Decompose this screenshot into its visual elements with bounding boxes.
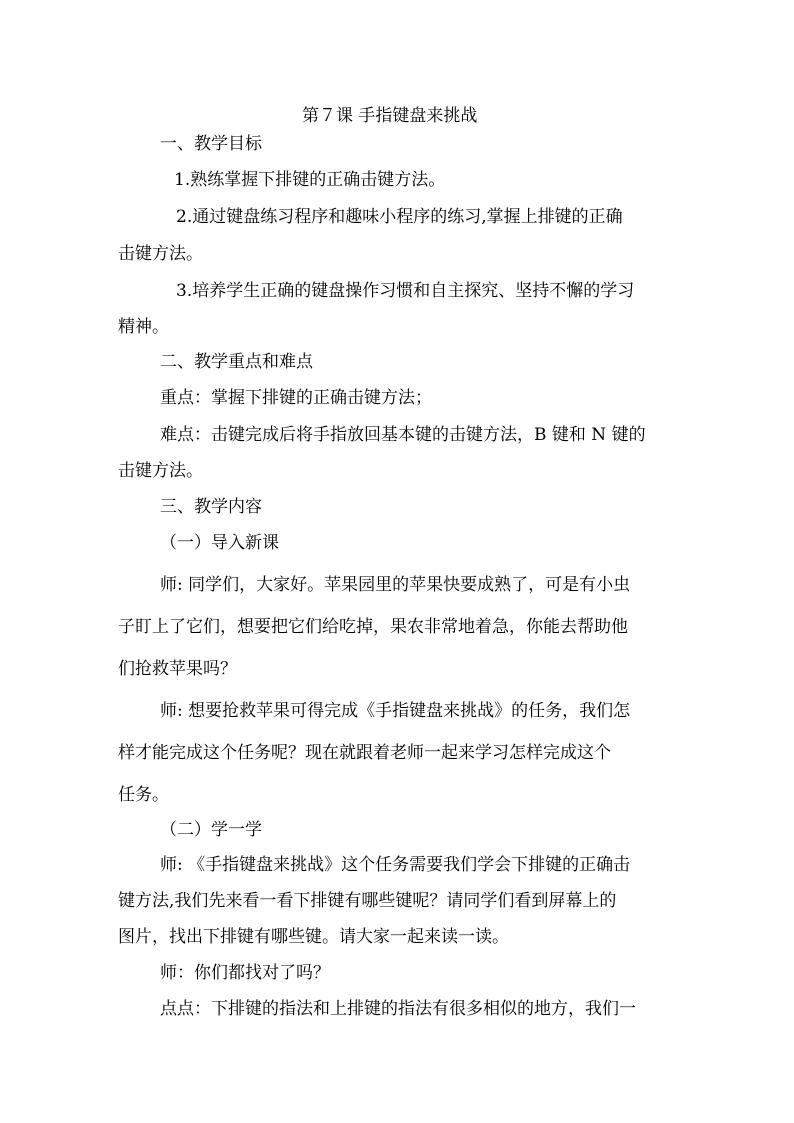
paragraph-line: 击键方法。: [118, 244, 203, 264]
paragraph-line: 2.通过键盘练习程序和趣味小程序的练习,掌握上排键的正确: [176, 207, 623, 227]
page-title: 第７课 手指键盘来挑战: [302, 106, 478, 126]
section-heading-objectives: 一、教学目标: [160, 134, 262, 154]
paragraph-line: 任务。: [118, 785, 169, 805]
paragraph-line: 师: 同学们，大家好。苹果园里的苹果快要成熟了，可是有小虫: [160, 575, 631, 595]
section-heading-key-points: 二、教学重点和难点: [160, 352, 313, 372]
subsection-heading: （二）学一学: [160, 820, 262, 840]
paragraph-line: 们抢救苹果吗？: [118, 659, 237, 679]
paragraph-line: 图片，找出下排键有哪些键。请大家一起来读一读。: [118, 927, 509, 947]
paragraph-line: 精神。: [118, 317, 169, 337]
section-heading-content: 三、教学内容: [160, 497, 262, 517]
subsection-heading: （一）导入新课: [160, 533, 279, 553]
paragraph-line: 1.熟练掌握下排键的正确击键方法。: [174, 170, 446, 190]
paragraph-line: 3.培养学生正确的键盘操作习惯和自主探究、坚持不懈的学习: [176, 281, 635, 301]
paragraph-line: 难点：击键完成后将手指放回基本键的击键方法，B 键和 N 键的: [160, 425, 646, 445]
paragraph-line: 样才能完成这个任务呢？现在就跟着老师一起来学习怎样完成这个: [118, 743, 611, 763]
paragraph-line: 师: 《手指键盘来挑战》这个任务需要我们学会下排键的正确击: [160, 855, 631, 875]
paragraph-line: 点点：下排键的指法和上排键的指法有很多相似的地方，我们一: [160, 999, 636, 1019]
paragraph-line: 师：你们都找对了吗？: [160, 963, 330, 983]
paragraph-line: 重点：掌握下排键的正确击键方法；: [160, 388, 432, 408]
paragraph-line: 击键方法。: [118, 461, 203, 481]
paragraph-line: 键方法,我们先来看一看下排键有哪些键呢？请同学们看到屏幕上的: [118, 891, 617, 911]
paragraph-line: 子盯上了它们，想要把它们给吃掉，果农非常地着急，你能去帮助他: [118, 617, 628, 637]
paragraph-line: 师: 想要抢救苹果可得完成《手指键盘来挑战》的任务，我们怎: [160, 701, 631, 721]
